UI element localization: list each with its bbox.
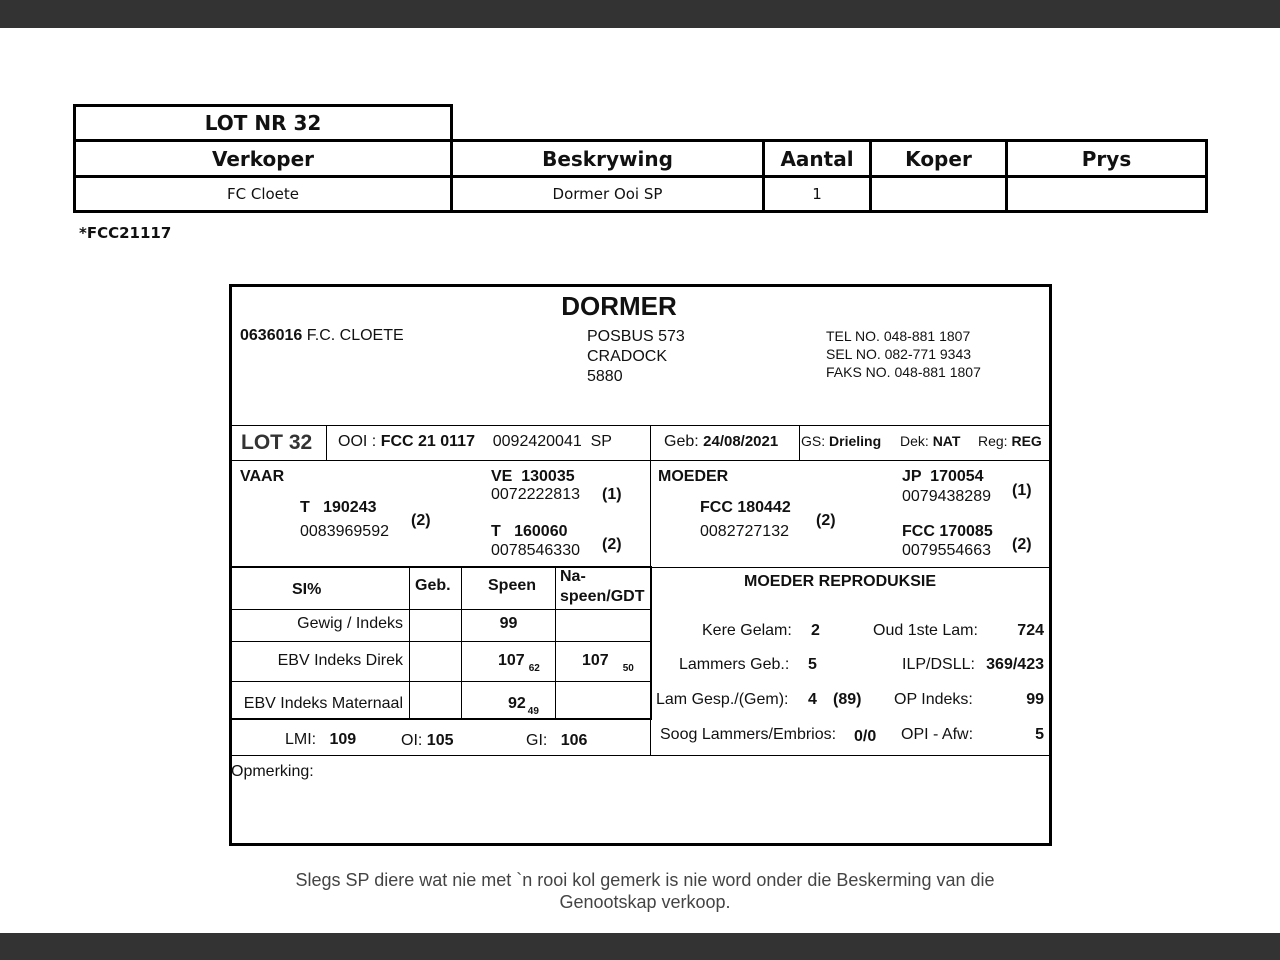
si-naspeen-value: 107 xyxy=(582,652,609,669)
dam-sire-number: 0079438289 xyxy=(902,488,991,505)
lot-reference: *FCC21117 xyxy=(79,224,172,242)
si-row-speen xyxy=(508,695,539,717)
opi-label: OPI - Afw: xyxy=(901,726,974,743)
si-naspeen-sub: 50 xyxy=(622,663,634,674)
cell-verkoper: FC Cloete xyxy=(226,185,300,203)
footer-note xyxy=(230,869,1060,913)
dam-id: FCC 180442 xyxy=(700,499,791,516)
animal-id-row xyxy=(338,433,612,451)
gem-value: (89) xyxy=(833,691,862,708)
gi-value: 106 xyxy=(560,732,588,749)
kere-label: Kere Gelam: xyxy=(702,622,792,639)
gi-field xyxy=(526,732,587,750)
si-row-label: EBV Indeks Maternaal xyxy=(243,695,403,712)
dam-dam-number: 0079554663 xyxy=(902,542,991,559)
soog-label: Soog Lammers/Embrios: xyxy=(660,726,837,743)
ilp-value: 369/423 xyxy=(986,656,1044,673)
birth-date: 24/08/2021 xyxy=(703,433,779,450)
si-row-label: Gewig / Indeks xyxy=(297,615,403,632)
ilp-label: ILP/DSLL: xyxy=(902,656,975,673)
gs-field xyxy=(801,433,881,449)
cell-prys xyxy=(1008,178,1205,210)
lammers-value: 5 xyxy=(808,656,817,673)
si-speen-sub: 62 xyxy=(528,663,540,674)
sire-dam-id: T 160060 xyxy=(491,523,568,540)
birth-label: Geb: xyxy=(664,433,699,450)
breed-title: DORMER xyxy=(561,291,677,321)
dam-label: MOEDER xyxy=(658,468,729,485)
bottom-bar xyxy=(0,933,1280,960)
animal-number: 0092420041 xyxy=(492,433,582,450)
breeder-name: F.C. CLOETE xyxy=(306,327,404,344)
sire-dam-code: (2) xyxy=(602,536,622,553)
remarks-label: Opmerking: xyxy=(231,763,314,780)
cell-koper xyxy=(872,178,1005,210)
si-row-naspeen xyxy=(582,652,634,674)
gi-label: GI: xyxy=(526,732,548,749)
lot-label: LOT 32 xyxy=(241,431,313,454)
dam-dam-code: (2) xyxy=(1012,536,1032,553)
dam-dam-id: FCC 170085 xyxy=(902,523,993,540)
lmi-field xyxy=(285,731,356,749)
reg-value: REG xyxy=(1011,433,1042,449)
sire-dam-number: 0078546330 xyxy=(491,542,580,559)
op-value: 99 xyxy=(1026,691,1044,708)
cell-beskrywing: Dormer Ooi SP xyxy=(552,185,663,203)
gs-value: Drieling xyxy=(829,433,882,449)
gs-label: GS: xyxy=(801,433,826,449)
sex-label: OOI : xyxy=(338,433,377,450)
birth-row xyxy=(664,433,778,451)
header-beskrywing: Beskrywing xyxy=(542,146,673,171)
sire-code: (2) xyxy=(411,512,431,529)
si-header-naspeen xyxy=(560,567,644,607)
contact-tel: TEL NO. 048-881 1807 xyxy=(826,328,971,344)
gesp-label: Lam Gesp./(Gem): xyxy=(656,691,789,708)
soog-value: 0/0 xyxy=(854,728,877,745)
footer-line-1: Slegs SP diere wat nie met `n rooi kol gemerk is nie word onder die Beskerming van die xyxy=(295,870,995,890)
oi-value: 105 xyxy=(426,732,454,749)
kere-value: 2 xyxy=(811,622,820,639)
sire-sire-code: (1) xyxy=(602,486,622,503)
header-verkoper: Verkoper xyxy=(211,146,315,171)
si-row-speen xyxy=(498,652,540,674)
si-row-speen: 99 xyxy=(499,615,518,632)
oud-label: Oud 1ste Lam: xyxy=(873,622,978,639)
lmi-label: LMI: xyxy=(285,731,317,748)
lammers-label: Lammers Geb.: xyxy=(679,656,790,673)
si-speen-value: 92 xyxy=(508,695,526,712)
si-speen-value: 107 xyxy=(498,652,525,669)
lot-nr-title: LOT NR 32 xyxy=(204,111,322,135)
header-koper: Koper xyxy=(905,146,972,171)
si-header-naspeen-line2: speen/GDT xyxy=(560,588,645,605)
footer-line-2: Genootskap verkoop. xyxy=(559,892,731,912)
gesp-value: 4 xyxy=(808,691,817,708)
si-header-geb: Geb. xyxy=(415,577,451,594)
reproduction-title: MOEDER REPRODUKSIE xyxy=(744,573,937,590)
si-header-naspeen-line1: Na- xyxy=(560,568,586,585)
dam-number: 0082727132 xyxy=(700,523,789,540)
oud-value: 724 xyxy=(1017,622,1044,639)
address-line-1: POSBUS 573 xyxy=(587,328,685,345)
address-line-3: 5880 xyxy=(587,368,623,385)
top-bar xyxy=(0,0,1280,28)
sire-number: 0083969592 xyxy=(300,523,389,540)
sire-sire-id: VE 130035 xyxy=(491,468,575,485)
address-line-2: CRADOCK xyxy=(587,348,668,365)
dam-code: (2) xyxy=(816,512,836,529)
oi-label: OI: xyxy=(401,732,423,749)
breeder xyxy=(240,327,404,345)
header-aantal: Aantal xyxy=(780,146,854,171)
reg-field xyxy=(978,433,1042,449)
header-prys: Prys xyxy=(1081,146,1132,171)
opi-value: 5 xyxy=(1035,726,1044,743)
cell-aantal: 1 xyxy=(812,185,822,203)
sire-label: VAAR xyxy=(240,468,285,485)
lmi-value: 109 xyxy=(329,731,357,748)
oi-field xyxy=(401,732,454,750)
si-header-label: SI% xyxy=(292,581,322,598)
si-header-speen: Speen xyxy=(488,577,537,594)
contact-block xyxy=(826,327,981,381)
breeder-code: 0636016 xyxy=(240,327,303,344)
address-block xyxy=(587,327,685,387)
si-row-label: EBV Indeks Direk xyxy=(277,652,403,669)
animal-id: FCC 21 0117 xyxy=(380,433,475,450)
contact-faks: FAKS NO. 048-881 1807 xyxy=(826,364,981,380)
sire-sire-number: 0072222813 xyxy=(491,486,580,503)
dek-label: Dek: xyxy=(900,433,929,449)
op-label: OP Indeks: xyxy=(894,691,973,708)
dek-field xyxy=(900,433,960,449)
sire-id: T 190243 xyxy=(300,499,377,516)
dek-value: NAT xyxy=(932,433,961,449)
dam-sire-id: JP 170054 xyxy=(902,468,984,485)
contact-sel: SEL NO. 082-771 9343 xyxy=(826,346,972,362)
grade: SP xyxy=(590,433,612,450)
dam-sire-code: (1) xyxy=(1012,482,1032,499)
reg-label: Reg: xyxy=(978,433,1008,449)
si-speen-sub: 49 xyxy=(527,706,539,717)
